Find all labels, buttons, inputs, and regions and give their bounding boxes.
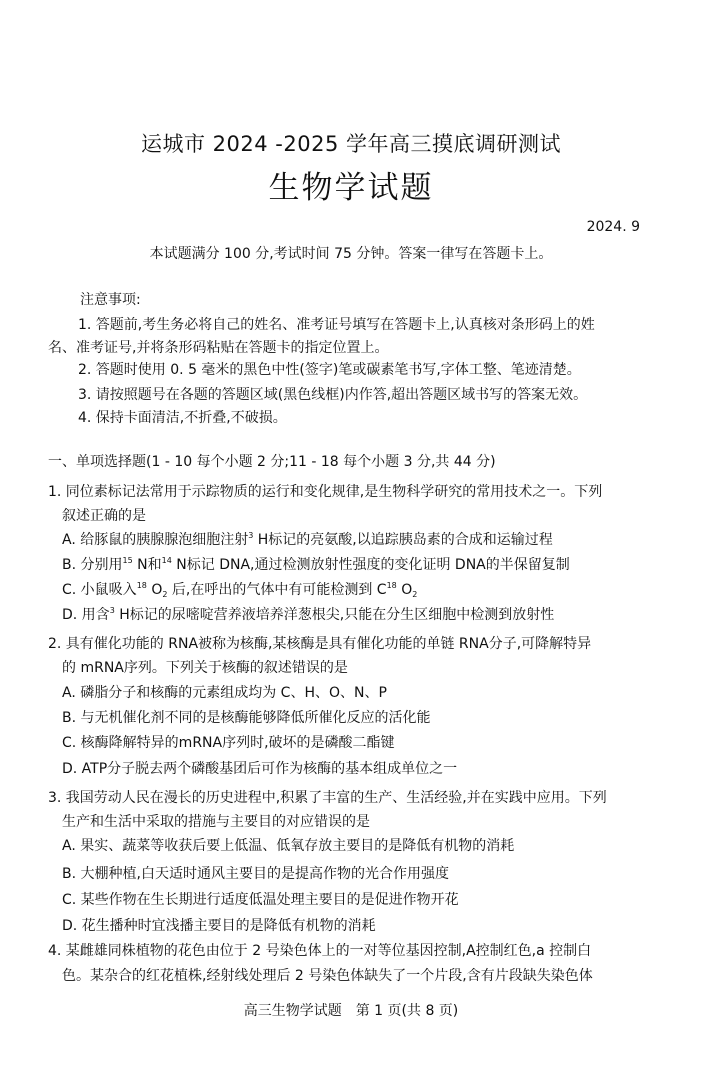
exam-intro: 本试题满分 100 分,考试时间 75 分钟。答案一律写在答题卡上。 [149,246,553,262]
notice-item-4: 4. 保持卡面清洁,不折叠,不破损。 [78,410,287,426]
q4-stem-line-1: 4. 某雌雄同株植物的花色由位于 2 号染色体上的一对等位基因控制,A控制红色,a 控制白 [48,943,592,959]
notice-item-1-line-1: 1. 答题前,考生务必将自己的姓名、准考证号填写在答题卡上,认真核对条形码上的姓 [78,317,595,333]
q1-stem-line-1: 1. 同位素标记法常用于示踪物质的运行和变化规律,是生物科学研究的常用技术之一。下列 [48,484,603,500]
q3-stem-line-2: 生产和生活中采取的措施与主要目的对应错误的是 [62,814,370,830]
q3-option-c: C. 某些作物在生长期进行适度低温处理主要目的是促进作物开花 [62,892,459,908]
q2-option-b: B. 与无机催化剂不同的是核酶能够降低所催化反应的活化能 [62,710,431,726]
q3-option-b: B. 大棚种植,白天适时通风主要目的是提高作物的光合作用强度 [62,866,449,882]
q2-stem-line-1: 2. 具有催化功能的 RNA被称为核酶,某核酶是具有催化功能的单链 RNA分子,可降解特异 [48,636,592,652]
q3-option-d: D. 花生播种时宜浅播主要目的是降低有机物的消耗 [62,918,376,934]
q2-option-a: A. 磷脂分子和核酶的元素组成均为 C、H、O、N、P [62,685,387,701]
q2-option-c: C. 核酶降解特异的mRNA序列时,破坏的是磷酸二酯键 [62,735,395,751]
subject-title: 生物学试题 [268,170,434,206]
q1-option-b: B. 分别用$^{15}$ N和$^{14}$ N标记 DNA,通过检测放射性强度的变化证明 DNA的半保留复制 [62,556,570,573]
q1-option-c: C. 小鼠吸入$^{18}$ $O_2$ 后,在呼出的气体中有可能检测到 $C^{18}$ $O_2$ [62,581,418,599]
page-footer: 高三生物学试题 第 1 页(共 8 页) [243,1003,459,1019]
q1-option-a: A. 给豚鼠的胰腺腺泡细胞注射$^3$ H标记的亮氨酸,以追踪胰岛素的合成和运输过程 [62,531,553,548]
q2-option-d: D. ATP分子脱去两个磷酸基团后可作为核酶的基本组成单位之一 [62,761,458,777]
exam-date: 2024. 9 [586,219,640,235]
q1-stem-line-2: 叙述正确的是 [62,508,146,524]
notice-item-1-line-2: 名、准考证号,并将条形码粘贴在答题卡的指定位置上。 [48,340,389,356]
q1-option-d: D. 用含$^3$ H标记的尿嘧啶营养液培养洋葱根尖,只能在分生区细胞中检测到放射性 [62,606,555,623]
exam-title: 运城市 2024 -2025 学年高三摸底调研测试 [141,132,561,156]
notice-item-2: 2. 答题时使用 0. 5 毫米的黑色中性(签字)笔或碳素笔书写,字体工整、笔迹清楚。 [78,362,581,378]
q4-stem-line-2: 色。某杂合的红花植株,经射线处理后 2 号染色体缺失了一个片段,含有片段缺失染色体 [62,968,593,984]
notice-item-3: 3. 请按照题号在各题的答题区域(黑色线框)内作答,超出答题区域书写的答案无效。 [78,387,588,403]
notice-title: 注意事项: [80,292,141,308]
q3-option-a: A. 果实、蔬菜等收获后要上低温、低氧存放主要目的是降低有机物的消耗 [62,838,515,854]
q3-stem-line-1: 3. 我国劳动人民在漫长的历史进程中,积累了丰富的生产、生活经验,并在实践中应用。下列 [48,790,607,806]
q2-stem-line-2: 的 mRNA序列。下列关于核酶的叙述错误的是 [62,660,348,676]
section-1-heading: 一、单项选择题(1 - 10 每个小题 2 分;11 - 18 每个小题 3 分,共 44 分) [48,454,496,470]
